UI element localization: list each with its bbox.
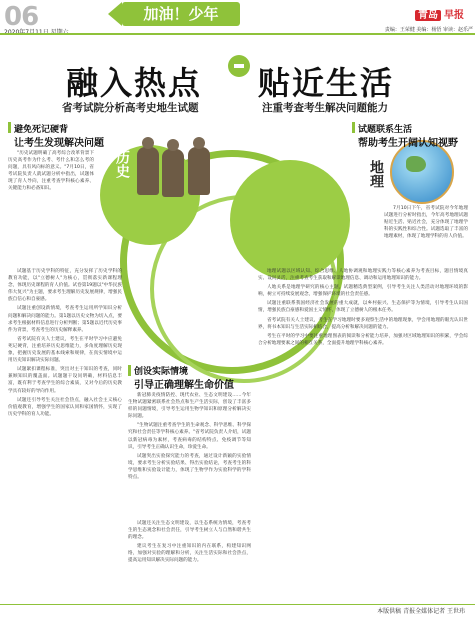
biology-kicker: 创设实际情境	[134, 367, 189, 377]
masthead	[0, 0, 475, 33]
terracotta-warrior-icon	[137, 147, 159, 195]
biology-body-col2	[128, 520, 251, 602]
history-kicker: 避免死记硬背	[14, 125, 69, 135]
geography-body	[258, 268, 468, 602]
globe-icon	[390, 140, 454, 204]
terracotta-warrior-icon	[162, 149, 184, 197]
paragraph: 试题还引导考生关注社会热点，融入社会主义核心价值观教育，增强学生的国家认同和家国情怀，实现了历史学科的育人功能。	[8, 397, 122, 417]
geography-title: 帮助考生开阔认知视野	[358, 138, 458, 149]
history-label: 历史	[114, 150, 130, 178]
paragraph: 建议考生在复习中注重知识的内在联系，构建知识网络，加强对实验的理解和分析，关注生活实际和社会热点，提高运用知识解决实际问题的能力。	[128, 544, 251, 564]
paragraph: 7月10日下午，省考试院对今年地理试题进行分析时指出，今年高考地理试题贴近生活、贴近社会，充分体现了地理学科的实践性和综合性。试题选取了丰富的地理素材，体现了地理学科的育人价值。	[384, 206, 468, 240]
section-marker	[8, 122, 11, 133]
masthead-divider	[0, 33, 475, 35]
paragraph: 考生在平时的学习中要注重地理图表的阅读和分析能力培养，加强对区域地理知识的积累，学会综合分析地理要素之间的相互关系，全面提升地理学科核心素养。	[258, 333, 468, 346]
history-body-top	[8, 150, 94, 265]
section-marker	[128, 365, 131, 376]
geography-body-top	[384, 205, 468, 263]
history-title: 让考生发现解决问题	[14, 138, 104, 149]
paragraph: "生物试题注重考查学生的生命观念、科学思维、科学探究和社会责任等学科核心素养。"省考试院负责人介绍，试题以新冠病毒为素材，考查病毒的结构特点、免疫调节等知识，引导考生正确认识生命，珍爱生命。	[128, 423, 251, 450]
paragraph: 试题还关注生态文明建设，以生态系统为情境，考查考生的生态观念和社会责任，引导考生树立人与自然和谐共生的理念。	[128, 521, 251, 541]
logo-text-a: 青岛	[415, 10, 441, 21]
subheadline-right: 注重考查考生解决问题能力	[262, 102, 388, 114]
editor-line: 责编：王荣健 美编：杨悟 审读：赵乐严	[384, 27, 473, 33]
headline-dot-icon	[228, 55, 250, 77]
geography-label: 地理	[368, 160, 384, 188]
logo-text-b: 早报	[441, 10, 467, 21]
paragraph: 试题突出实验探究能力的考查，通过设计新颖的实验情境，要求考生分析实验结果、得出实验结论，考查考生的科学思维和实验设计能力，体现了生物学作为实验科学的学科特点。	[128, 453, 251, 481]
biology-title: 引导正确理解生命价值	[134, 380, 234, 391]
paragraph: 省考试院有关人士建议，考生在学习地理时要多观察生活中的地理现象，学会用地理的眼光认识世界，将书本知识与生活实际相结合，提高分析和解决问题的能力。	[258, 317, 468, 330]
history-body	[8, 268, 122, 602]
paragraph: 试题基于历史学科的特征，充分发挥了历史学科的教育功能，以"立德树人"为核心，贯彻落实新课程理念，体现历史课程的育人价值。试卷第19题以"中华民族伟大复兴"为主题，要求考生理解历史发展规律，增强民族自信心和自豪感。	[8, 269, 122, 303]
paragraph: "历史试题明确了高考综合改革背景下历史高考作为什么考、考什么和怎么考的问题，具有风向标的意义。"7月10日，省考试院负责人就试题分析中指出，试题体现了育人导向，注重考查学科核心素养、关键能力和必备知识。	[8, 151, 94, 192]
paragraph: 试题注重创设新情境，考查考生运用所学知识分析问题和解决问题的能力。第1题以历史文物为切入点，要求考生根据材料信息进行分析判断；第5题以近代历史事件为背景，考查考生的历史解释素养。	[8, 306, 122, 333]
paragraph: 人地关系是地理学研究的核心主题，试题精选典型案例，引导考生关注人类活动对地理环境的影响，树立可持续发展观念，增强保护环境的社会责任感。	[258, 285, 468, 298]
paragraph: 试题紧扣课程标准，突出对主干知识的考查，同时兼顾知识的覆盖面。试题题干设问明确，材料信息丰富，既有利于考查学生的综合素质，又对今后的历史教学具有较好的导向作用。	[8, 367, 122, 394]
paragraph: 省考试院有关人士建议，考生在平时学习中应避免死记硬背，注重培养历史思维能力，多角度理解历史现象，把握历史发展的基本线索和规律，在真实情境中运用历史知识解决实际问题。	[8, 336, 122, 364]
headline-right: 贴近生活	[258, 64, 395, 102]
section-marker	[352, 122, 355, 133]
paragraph: 试题注重联系我国经济社会发展的重大成就，以乡村振兴、生态保护等为情境，引导考生认识国情，增强民族自豪感和爱国主义情怀，体现了立德树人的根本任务。	[258, 301, 468, 314]
headline-left: 融入热点	[66, 64, 203, 102]
paragraph: 新冠肺炎疫情防控、现代农业、生态文明建设……今年生物试题紧密联系社会热点和生产生活实际，创设了丰富多样的问题情境，引导考生运用生物学知识和原理分析解决实际问题。	[128, 393, 251, 420]
terracotta-warrior-icon	[188, 147, 210, 195]
geography-circle	[230, 160, 350, 280]
geography-kicker: 试题联系生活	[358, 125, 413, 135]
subheadline-left: 省考试院分析高考史地生试题	[62, 102, 199, 114]
footer-credit: 本版供稿 青报全媒体记者 王世玮	[377, 608, 465, 615]
page-number: 06	[4, 2, 39, 32]
column-title: 加油！少年	[122, 2, 240, 26]
paragraph: 地理试题以区域认知、综合思维、人地协调观和地理实践力等核心素养为考查目标，题目情境真实、设问灵活，注重考查考生获取和解读地理信息、调动和运用地理知识的能力。	[258, 269, 468, 282]
newspaper-logo	[415, 6, 467, 21]
